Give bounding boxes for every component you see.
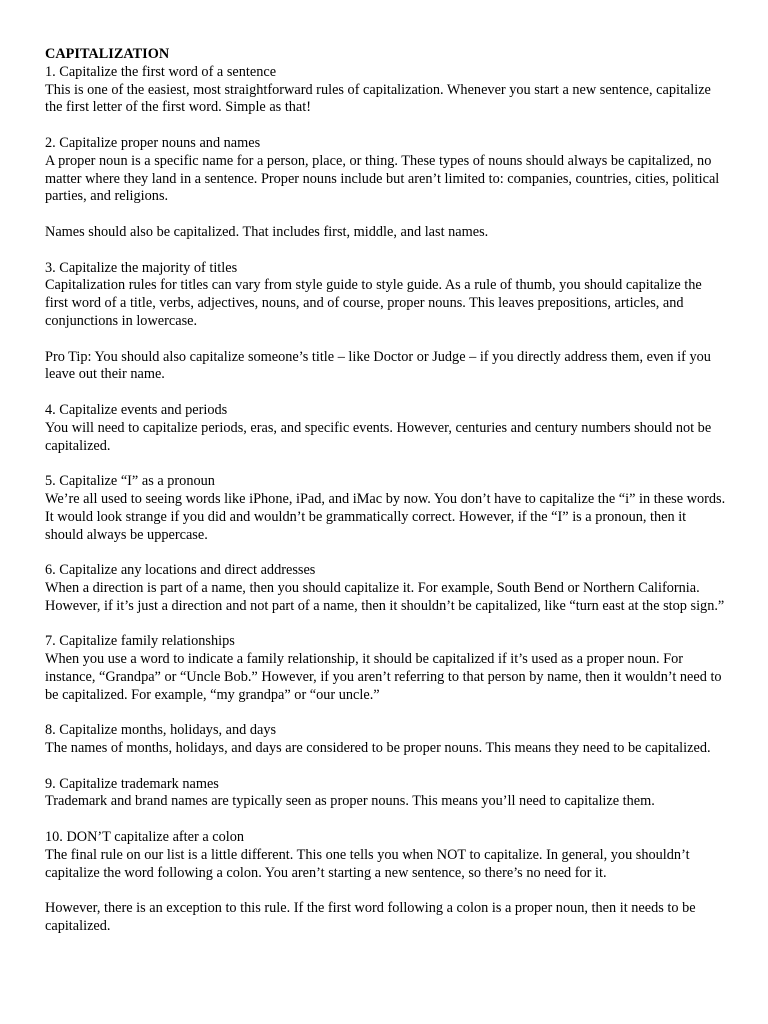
rule-paragraph: Trademark and brand names are typically seen as proper nouns. This means you’ll need to capitalize them. <box>45 793 655 810</box>
rule-heading: 1. Capitalize the first word of a sentence <box>45 63 277 80</box>
rule-section-8 <box>45 722 727 758</box>
rule-heading: 6. Capitalize any locations and direct addresses <box>45 562 316 579</box>
rule-paragraph: When a direction is part of a name, then you should capitalize it. For example, South Bend or Northern California. However, if it’s just a direction and not part of a name, then it shouldn’t be capitalized, like “turn east at the stop sign.” <box>45 579 725 614</box>
rule-section-9 <box>45 776 727 812</box>
rule-heading: 10. DON’T capitalize after a colon <box>45 829 245 846</box>
rule-paragraph: You will need to capitalize periods, eras, and specific events. However, centuries and century numbers should not be capitalized. <box>45 419 712 454</box>
rule-heading: 4. Capitalize events and periods <box>45 401 228 418</box>
rule-section-6 <box>45 562 727 615</box>
rule-paragraph: Names should also be capitalized. That includes first, middle, and last names. <box>45 223 489 240</box>
rule-section-7 <box>45 633 727 704</box>
rule-section-1 <box>45 64 727 117</box>
rule-section-10 <box>45 829 727 936</box>
pro-tip-paragraph: Pro Tip: You should also capitalize someone’s title – like Doctor or Judge – if you directly address them, even if you leave out their name. <box>45 348 711 383</box>
rule-section-2 <box>45 135 727 242</box>
document-title: CAPITALIZATION <box>45 46 170 62</box>
rule-paragraph: However, there is an exception to this rule. If the first word following a colon is a proper noun, then it needs to be capitalized. <box>45 900 696 935</box>
rule-heading: 2. Capitalize proper nouns and names <box>45 134 261 151</box>
rule-paragraph: Capitalization rules for titles can vary from style guide to style guide. As a rule of thumb, you should capitalize the first word of a title, verbs, adjectives, nouns, and of course, proper nouns. This leaves prepositions, articles, and conjunctions in lowercase. <box>45 277 702 329</box>
rule-paragraph: When you use a word to indicate a family relationship, it should be capitalized if it’s used as a proper noun. For instance, “Grandpa” or “Uncle Bob.” However, if you aren’t referring to that person by name, then it wouldn’t need to be capitalized. For example, “my grandpa” or “our uncle.” <box>45 651 722 703</box>
rule-heading: 3. Capitalize the majority of titles <box>45 259 238 276</box>
rule-section-3 <box>45 260 727 385</box>
rule-heading: 9. Capitalize trademark names <box>45 775 219 792</box>
rule-paragraph: A proper noun is a specific name for a person, place, or thing. These types of nouns should always be capitalized, no matter where they land in a sentence. Proper nouns include but aren’t limited to: companies, countries, cities, political parties, and religions. <box>45 152 720 205</box>
rule-section-5 <box>45 473 727 544</box>
rule-heading: 7. Capitalize family relationships <box>45 633 235 650</box>
rule-paragraph: The final rule on our list is a little different. This one tells you when NOT to capitalize. In general, you shouldn’t capitalize the word following a colon. You aren’t starting a new sentence, so there’s no need for it. <box>45 846 690 881</box>
rule-paragraph: The names of months, holidays, and days are considered to be proper nouns. This means they need to be capitalized. <box>45 740 711 757</box>
rule-heading: 5. Capitalize “I” as a pronoun <box>45 473 215 490</box>
document-page <box>45 46 727 936</box>
rule-paragraph: This is one of the easiest, most straightforward rules of capitalization. Whenever you start a new sentence, capitalize the first letter of the first word. Simple as that! <box>45 81 711 116</box>
rule-paragraph: We’re all used to seeing words like iPhone, iPad, and iMac by now. You don’t have to capitalize the “i” in these words. It would look strange if you did and wouldn’t be grammatically correct. However, if the “I” is a pronoun, then it should always be uppercase. <box>45 490 726 543</box>
rule-heading: 8. Capitalize months, holidays, and days <box>45 722 277 739</box>
rule-section-4 <box>45 402 727 455</box>
